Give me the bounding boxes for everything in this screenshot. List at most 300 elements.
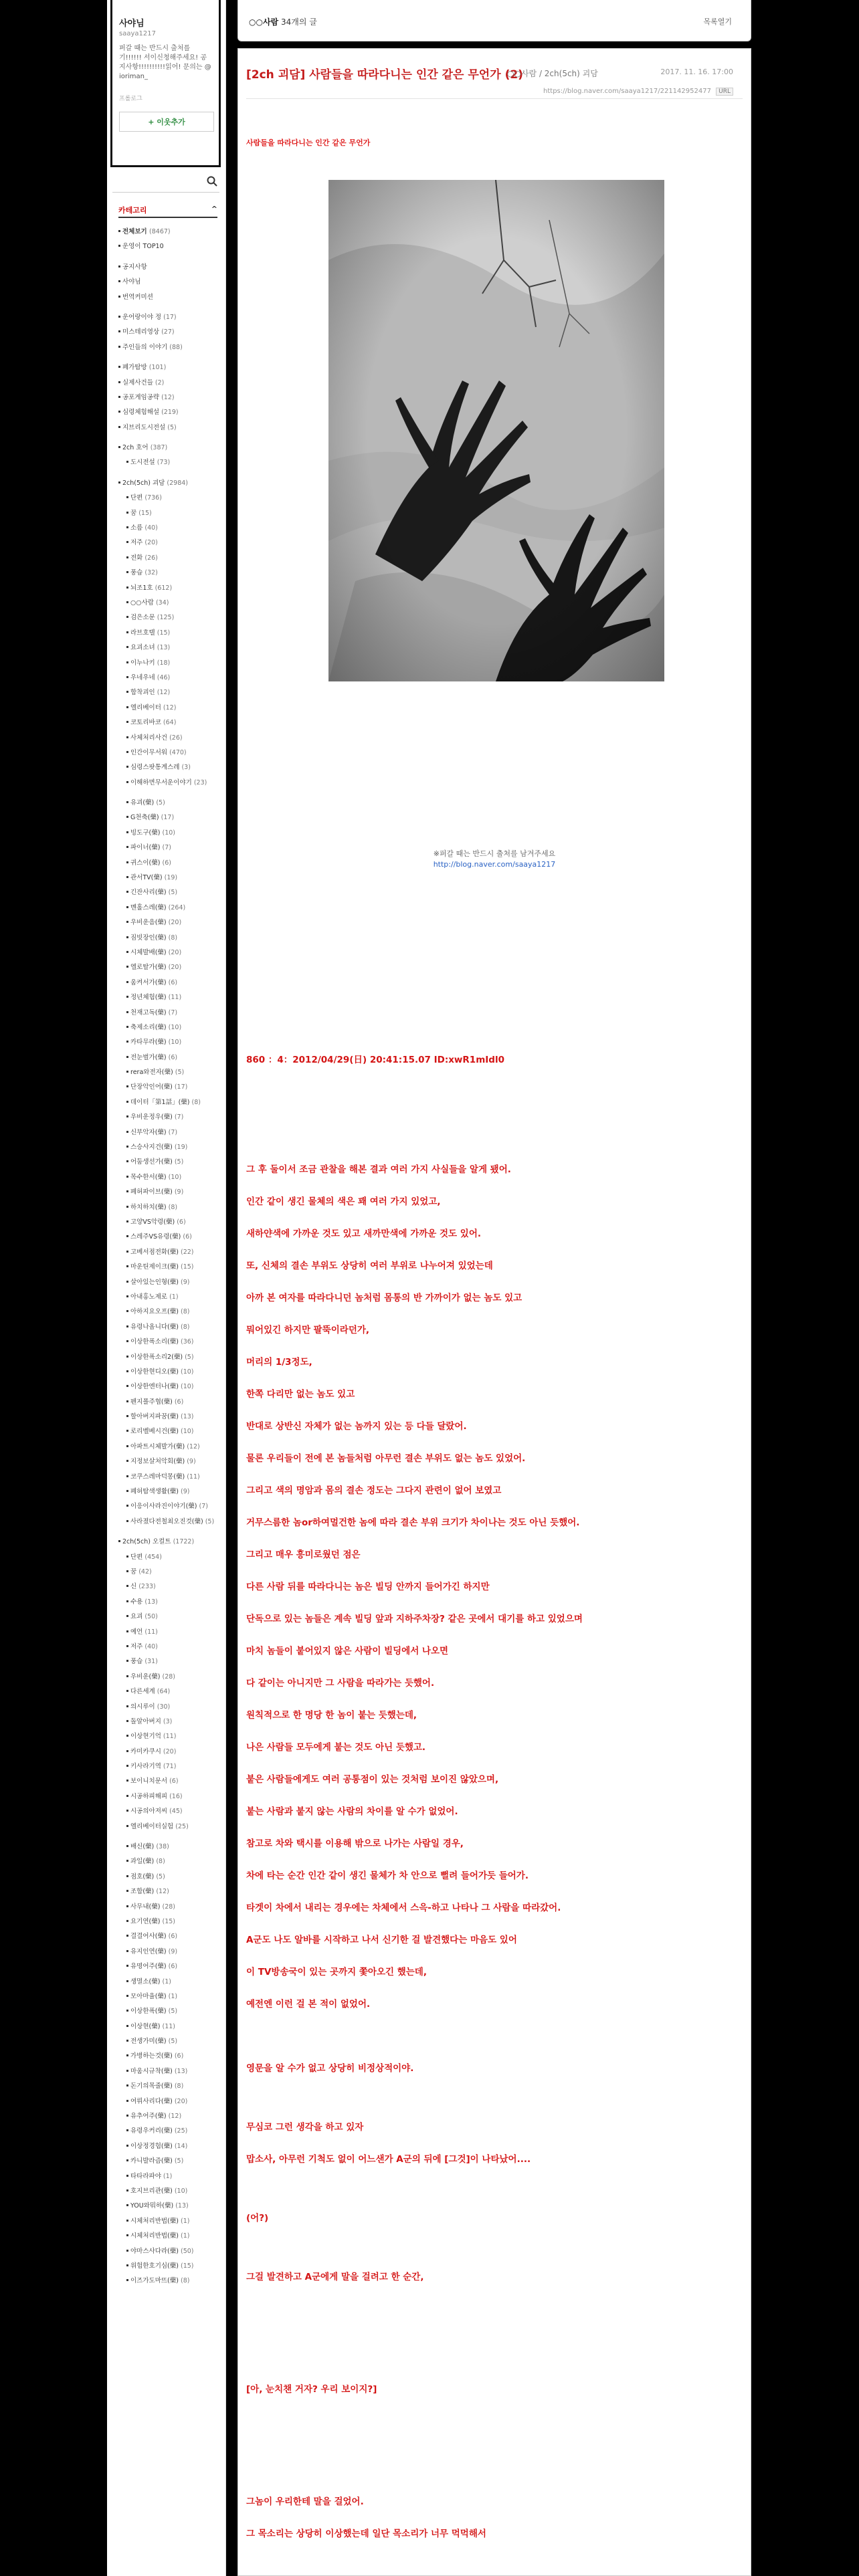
category-item[interactable]: [118, 1565, 219, 1580]
post-paragraph: 차에 타는 순간 인간 같이 생긴 물체가 차 안으로 뻘려 들어가듯 들어가.: [246, 1870, 529, 1881]
category-item[interactable]: [118, 1580, 219, 1594]
category-label: 전생가미(藥): [130, 2038, 167, 2046]
category-item[interactable]: [118, 1170, 219, 1185]
category-label: 멘홀스레(藥): [130, 903, 167, 911]
category-item[interactable]: [118, 1625, 219, 1640]
category-item[interactable]: [118, 990, 219, 1005]
category-item[interactable]: [118, 716, 219, 730]
category-item[interactable]: [118, 2064, 219, 2079]
category-item[interactable]: [118, 2004, 219, 2019]
post-url[interactable]: https://blog.naver.com/saaya1217/221142952477: [543, 88, 711, 95]
category-item[interactable]: [118, 225, 219, 239]
category-item[interactable]: [118, 1215, 219, 1230]
post-paragraph: A군도 나도 알바를 시작하고 나서 신기한 걸 발견했다는 마음도 있어: [246, 1935, 517, 1945]
category-item[interactable]: [118, 1395, 219, 1410]
category-item[interactable]: [118, 1640, 219, 1654]
post-paragraph: 아까 본 여자를 따라다니던 놈처럼 몸통의 반 가까이가 없는 놈도 있고: [246, 1293, 522, 1303]
category-item[interactable]: [118, 566, 219, 580]
category-item[interactable]: [118, 885, 219, 900]
category-label: 배신(藥): [130, 1843, 155, 1851]
category-count: (8): [174, 2082, 184, 2090]
post-paragraph: [아, 눈치챈 거자? 우리 보이지?]: [246, 2384, 377, 2395]
category-count: (1722): [173, 1538, 195, 1546]
post-paragraph: 물론 우리들이 전에 본 놈들처럼 아무런 결손 부위도 없는 놈도 있었어.: [246, 1453, 526, 1464]
category-item[interactable]: [118, 1080, 219, 1095]
category-label: 지정보살처악회(藥): [130, 1458, 185, 1466]
category-item[interactable]: [118, 1870, 219, 1885]
category-item[interactable]: [118, 1320, 219, 1335]
category-label: 우네우네: [130, 673, 155, 681]
category-count: (14): [174, 2142, 188, 2150]
category-count: (64): [157, 1688, 171, 1696]
category-item[interactable]: [118, 1335, 219, 1350]
category-count: (11): [145, 1628, 158, 1636]
category-item[interactable]: [118, 1945, 219, 1959]
post-date: 2017. 11. 16. 17:00: [660, 68, 733, 76]
category-item[interactable]: [118, 310, 219, 325]
category-item[interactable]: [118, 2259, 219, 2274]
category-count: (10): [174, 2187, 188, 2195]
category-count: (25): [175, 1822, 189, 1830]
category-item[interactable]: [118, 2124, 219, 2139]
category-count: (387): [150, 444, 168, 452]
category-item[interactable]: [118, 1455, 219, 1469]
category-label: 타타라파야: [130, 2172, 161, 2180]
category-item[interactable]: [118, 1700, 219, 1715]
category-label: 풍습: [130, 569, 143, 577]
category-item[interactable]: [118, 1959, 219, 1974]
category-item[interactable]: [118, 826, 219, 841]
category-count: (34): [155, 599, 169, 607]
category-label: 조합(藥): [130, 1888, 155, 1896]
category-item[interactable]: [118, 841, 219, 855]
category-item[interactable]: [118, 1595, 219, 1610]
category-count: (1): [169, 1293, 179, 1301]
category-count: (18): [157, 659, 171, 667]
category-label: 공포게임공략: [122, 393, 160, 401]
category-count: (31): [145, 1658, 158, 1666]
category-item[interactable]: [118, 1820, 219, 1834]
category-item[interactable]: [118, 1900, 219, 1915]
category-count: (38): [156, 1843, 169, 1851]
category-item[interactable]: [118, 1424, 219, 1439]
category-item[interactable]: [118, 931, 219, 946]
category-count: (12): [163, 704, 177, 712]
category-count: (233): [138, 1583, 156, 1591]
category-item[interactable]: [118, 656, 219, 671]
category-count: (6): [174, 1398, 184, 1406]
category-item[interactable]: [118, 376, 219, 391]
monster-hands-illustration: [328, 180, 664, 681]
category-count: (6): [168, 978, 178, 986]
category-label: 시체발배(藥): [130, 948, 167, 956]
category-count: (13): [174, 2067, 188, 2075]
category-count: (10): [168, 1173, 182, 1181]
category-item[interactable]: [118, 1804, 219, 1819]
category-item[interactable]: [118, 455, 219, 470]
sidebar-search[interactable]: [112, 173, 219, 193]
category-label: 꿈: [130, 509, 137, 517]
category-item[interactable]: [118, 871, 219, 885]
category-item[interactable]: [118, 811, 219, 825]
category-item[interactable]: [118, 536, 219, 550]
category-item[interactable]: [118, 1745, 219, 1759]
category-label: 수용: [130, 1598, 143, 1606]
category-item[interactable]: [118, 1535, 219, 1549]
category-count: (8): [181, 1323, 190, 1331]
post-paragraph: 타겟이 차에서 내리는 경우에는 차체에서 스윽-하고 나타나 그 사람을 따라갔어.: [246, 1903, 561, 1913]
category-count: (27): [161, 328, 175, 336]
category-item[interactable]: [118, 1774, 219, 1789]
category-label: 인간이무서워: [130, 748, 168, 756]
category-count: (26): [145, 554, 158, 562]
add-neighbor-button[interactable]: + 이웃추가: [119, 112, 214, 132]
category-count: (16): [169, 1792, 183, 1800]
category-item[interactable]: [118, 901, 219, 916]
category-item[interactable]: [118, 746, 219, 760]
category-item[interactable]: [118, 2154, 219, 2169]
category-item[interactable]: [118, 2169, 219, 2184]
category-item[interactable]: [118, 960, 219, 975]
category-label: 폐가탐방: [122, 364, 147, 372]
category-label: 예언: [130, 1628, 143, 1636]
category-item[interactable]: [118, 611, 219, 625]
category-count: (46): [157, 673, 171, 681]
category-item[interactable]: [118, 1051, 219, 1065]
category-count: (12): [157, 689, 171, 697]
category-label: 우비운음(藥): [130, 919, 167, 927]
category-item[interactable]: [118, 1610, 219, 1624]
post-category[interactable]: ○○사람 / 2ch(5ch) 괴담: [507, 69, 598, 78]
category-item[interactable]: [118, 1929, 219, 1944]
category-count: (23): [193, 778, 207, 786]
category-label: 지브리도시전설: [122, 423, 166, 431]
category-item[interactable]: [118, 1915, 219, 1929]
category-item[interactable]: [118, 405, 219, 420]
post-paragraph: 이 TV방송국이 있는 곳까지 쫓아오긴 했는데,: [246, 1967, 427, 1977]
category-item[interactable]: [118, 1260, 219, 1275]
post: [237, 48, 751, 2576]
category-item[interactable]: [118, 671, 219, 685]
category-item[interactable]: [118, 1185, 219, 1200]
category-label: 단장악인어(藥): [130, 1083, 173, 1091]
category-item[interactable]: [118, 701, 219, 716]
post-image-monster-hands[interactable]: [328, 180, 664, 681]
category-count: (11): [163, 1733, 177, 1741]
category-item[interactable]: [118, 1759, 219, 1774]
category-item[interactable]: [118, 626, 219, 641]
category-count: (13): [157, 644, 171, 652]
category-count: (73): [157, 459, 171, 467]
category-label: 시공의아저씨: [130, 1808, 168, 1816]
category-item[interactable]: [118, 1885, 219, 1899]
category-count: (5): [205, 1517, 215, 1525]
category-label: 심령체험해설: [122, 409, 160, 417]
category-item[interactable]: [118, 1245, 219, 1260]
category-label: 사무내(藥): [130, 1903, 161, 1911]
category-label: 이상한폭소리2(藥): [130, 1353, 183, 1361]
category-label: 운어랑이야 정: [122, 313, 162, 321]
category-count: (5): [168, 2038, 178, 2046]
category-item[interactable]: [118, 1470, 219, 1485]
category-item[interactable]: [118, 856, 219, 871]
category-item[interactable]: [118, 1230, 219, 1245]
category-count: (10): [162, 829, 175, 837]
category-item[interactable]: [118, 776, 219, 790]
category-label: YOU와뭐하(藥): [130, 2202, 174, 2210]
category-count: (11): [168, 994, 182, 1002]
post-paragraph: 원칙적으로 한 명당 한 놈이 붙는 듯했는데,: [246, 1710, 417, 1721]
category-count: (17): [161, 814, 175, 822]
category-label: 이응이사라진이야기(藥): [130, 1503, 197, 1511]
category-count: (6): [174, 2052, 184, 2060]
category-item[interactable]: [118, 1305, 219, 1319]
category-item[interactable]: [118, 1365, 219, 1380]
category-item[interactable]: [118, 260, 219, 275]
category-item[interactable]: [118, 2034, 219, 2049]
category-item[interactable]: [118, 275, 219, 290]
category-label: 이해하면무서운이야기: [130, 778, 192, 786]
category-label: 시공하피해피: [130, 1792, 168, 1800]
category-count: (12): [187, 1442, 200, 1451]
category-item[interactable]: [118, 1515, 219, 1529]
category-label: ○○사람: [130, 599, 154, 607]
category-item[interactable]: [118, 976, 219, 990]
category-item[interactable]: [118, 1990, 219, 2004]
post-paragraph: 무심코 그런 생각을 하고 있자: [246, 2122, 364, 2133]
category-label: 고베서점전화(藥): [130, 1248, 179, 1256]
category-item[interactable]: [118, 2274, 219, 2288]
category-item[interactable]: [118, 1550, 219, 1565]
category-item[interactable]: [118, 1975, 219, 1990]
category-item[interactable]: [118, 441, 219, 455]
category-label: 코쿠스레마덕몽(藥): [130, 1473, 185, 1481]
category-label: 전화: [130, 554, 143, 562]
category-count: (7): [168, 1008, 178, 1016]
category-item[interactable]: [118, 1200, 219, 1215]
category-label: 우비운정우(藥): [130, 1113, 173, 1121]
category-count: (612): [155, 584, 173, 592]
category-item[interactable]: [118, 491, 219, 506]
category-label: 전눈벌가(藥): [130, 1053, 167, 1061]
category-item[interactable]: [118, 1499, 219, 1514]
category-label: rera와전자(藥): [130, 1069, 173, 1077]
category-count: (9): [187, 1458, 196, 1466]
category-count: (12): [156, 1888, 169, 1896]
category-item[interactable]: [118, 2079, 219, 2094]
category-item[interactable]: [118, 2184, 219, 2199]
category-item[interactable]: [118, 1380, 219, 1394]
category-count: (26): [169, 734, 183, 742]
category-label: 사체처리사건: [130, 734, 168, 742]
category-label: 유령우커리(藥): [130, 2127, 173, 2135]
post-title[interactable]: [2ch 괴담] 사람들을 따라다니는 인간 같은 무언가 (2): [246, 68, 523, 82]
category-item[interactable]: [118, 1485, 219, 1499]
category-label: 이상현(藥): [130, 2022, 161, 2030]
category-label: 유령나옵니다(藥): [130, 1323, 179, 1331]
url-copy-button[interactable]: URL: [716, 88, 733, 96]
category-label: 움켜서가(藥): [130, 978, 167, 986]
category-item[interactable]: [118, 239, 219, 254]
category-item[interactable]: [118, 1715, 219, 1729]
category-item[interactable]: [118, 1790, 219, 1804]
profile-name[interactable]: 사야님: [119, 19, 145, 29]
category-label: 신: [130, 1583, 137, 1591]
category-count: (1): [181, 2232, 190, 2240]
category-item[interactable]: [118, 641, 219, 655]
post-paragraph: 예전엔 이런 걸 본 적이 없었어.: [246, 1999, 371, 2010]
category-label: 살아있는인형(藥): [130, 1278, 179, 1286]
category-count: (5): [185, 1353, 194, 1361]
category-label: 정년체험(藥): [130, 994, 167, 1002]
category-item[interactable]: [118, 2214, 219, 2229]
category-count: (15): [181, 2262, 194, 2270]
category-count: (6): [177, 1218, 186, 1226]
category-item[interactable]: [118, 1440, 219, 1455]
post-paragraph: 마치 놈들이 붙어있지 않은 사람이 빌딩에서 나오면: [246, 1646, 449, 1656]
category-label: 파이너(藥): [130, 844, 161, 852]
category-item[interactable]: [118, 1275, 219, 1290]
category-count: (13): [181, 1413, 194, 1421]
category-item[interactable]: [118, 1035, 219, 1050]
category-label: 2ch(5ch) 괴담: [122, 479, 165, 487]
category-item[interactable]: [118, 551, 219, 566]
category-label: 합착괴인: [130, 689, 155, 697]
category-item[interactable]: [118, 325, 219, 340]
category-label: 위험한호기심(藥): [130, 2262, 179, 2270]
category-item[interactable]: [118, 2139, 219, 2154]
category-item[interactable]: [118, 340, 219, 355]
title-divider: [246, 98, 743, 99]
category-item[interactable]: [118, 1670, 219, 1685]
category-label: 시체처리반법(藥): [130, 2232, 179, 2240]
category-count: (7): [168, 1128, 178, 1136]
category-count: (125): [157, 614, 175, 622]
category-label: 짐빗장인(藥): [130, 934, 167, 942]
category-item[interactable]: [118, 1140, 219, 1155]
category-item[interactable]: [118, 1095, 219, 1110]
post-subheading: 사람들을 따라다니는 인간 같은 무언가: [246, 138, 371, 147]
category-label: 할아버지파꿈(藥): [130, 1413, 179, 1421]
category-item[interactable]: [118, 1410, 219, 1424]
post-paragraph: 참고로 차와 택시를 이용해 밖으로 나가는 사람일 경우,: [246, 1838, 464, 1849]
search-icon[interactable]: [206, 175, 218, 187]
category-label: 이즈가도마뜨(藥): [130, 2277, 179, 2285]
category-item[interactable]: [118, 685, 219, 700]
category-label: 요괴소녀: [130, 644, 155, 652]
post-count-text: 34개의 글: [280, 17, 317, 27]
category-label: 2ch(5ch) 오컬트: [122, 1538, 171, 1546]
category-count: (6): [168, 1963, 178, 1971]
category-item[interactable]: [118, 1840, 219, 1854]
chevron-up-icon[interactable]: ^: [211, 205, 217, 213]
category-item[interactable]: [118, 1125, 219, 1140]
category-label: 뇌조1호: [130, 584, 153, 592]
category-label: 이상한엔터나(藥): [130, 1383, 179, 1391]
post-paragraph: 그리고 매우 흥미로웠던 점은: [246, 1549, 361, 1560]
category-count: (9): [181, 1278, 190, 1286]
category-item[interactable]: [118, 1065, 219, 1080]
category-count: (15): [162, 1917, 175, 1925]
profile-id: saaya1217: [119, 30, 156, 37]
category-label: 아파트시체발가(藥): [130, 1442, 185, 1451]
category-item[interactable]: [118, 2229, 219, 2244]
category-label: 도시전설: [130, 459, 155, 467]
category-count: (40): [145, 1642, 158, 1650]
category-item[interactable]: [118, 1290, 219, 1305]
category-item[interactable]: [118, 581, 219, 596]
category-item[interactable]: [118, 1350, 219, 1365]
category-label: 단편: [130, 494, 143, 502]
category-item[interactable]: [118, 1854, 219, 1869]
category-count: (20): [168, 948, 182, 956]
category-label: 검은소문: [130, 614, 155, 622]
category-count: (19): [174, 1144, 188, 1152]
post-paragraph: 붙은 사람들에게도 여러 공통점이 있는 것처럼 보이진 않았으며,: [246, 1774, 499, 1785]
category-label: 점호(藥): [130, 1872, 155, 1881]
post-paragraph: 그놈이 우리한테 말을 걸었어.: [246, 2496, 364, 2507]
category-item[interactable]: [118, 290, 219, 305]
category-item[interactable]: [118, 760, 219, 775]
category-item[interactable]: [118, 1654, 219, 1669]
category-item[interactable]: [118, 596, 219, 611]
open-list-button[interactable]: 목록열기: [703, 17, 732, 26]
category-header: [118, 205, 217, 218]
category-label: 카니발라즘(藥): [130, 2157, 173, 2165]
category-item[interactable]: [118, 391, 219, 405]
category-item[interactable]: [118, 2049, 219, 2064]
category-count: (36): [181, 1338, 194, 1346]
category-label: 호지브리관(藥): [130, 2187, 173, 2195]
caption-link[interactable]: http://blog.naver.com/saaya1217: [433, 860, 556, 869]
category-item[interactable]: [118, 1155, 219, 1170]
category-item[interactable]: [118, 796, 219, 811]
category-label: 유괴(藥): [130, 799, 155, 807]
category-item[interactable]: [118, 360, 219, 375]
category-item[interactable]: [118, 2199, 219, 2214]
category-item[interactable]: [118, 2109, 219, 2124]
category-label: 폐허파이브(藥): [130, 1188, 173, 1196]
category-item[interactable]: [118, 476, 219, 491]
category-item[interactable]: [118, 1685, 219, 1699]
category-item[interactable]: [118, 2020, 219, 2034]
category-label: 폐허탐색생활(藥): [130, 1488, 179, 1496]
category-item[interactable]: [118, 1006, 219, 1021]
category-item[interactable]: [118, 946, 219, 960]
category-item[interactable]: [118, 506, 219, 521]
category-count: (3): [163, 1717, 173, 1725]
category-item[interactable]: [118, 1729, 219, 1744]
category-label: 야마스사다라(藥): [130, 2247, 179, 2255]
category-item[interactable]: [118, 1021, 219, 1035]
category-item[interactable]: [118, 2095, 219, 2109]
post-paragraph: 거무스름한 놈or하여멀건한 놈에 따라 결손 부위 크기가 차이나는 것도 아닌 듯했어.: [246, 1517, 580, 1528]
category-item[interactable]: [118, 1110, 219, 1125]
category-count: (6): [169, 1778, 179, 1786]
category-count: (2): [155, 379, 165, 387]
category-item[interactable]: [118, 731, 219, 746]
post-paragraph: 한쪽 다리만 없는 놈도 있고: [246, 1389, 355, 1400]
category-item[interactable]: [118, 421, 219, 435]
category-item[interactable]: [118, 521, 219, 536]
category-count: (20): [174, 2097, 188, 2105]
category-label: 신부악자(藥): [130, 1128, 167, 1136]
category-count: (13): [145, 1598, 158, 1606]
post-paragraph: 다른 사람 뒤를 따라다니는 놈은 빌딩 안까지 들어가긴 하지만: [246, 1582, 490, 1592]
prologue-link[interactable]: 프롤로그: [119, 96, 142, 102]
category-item[interactable]: [118, 916, 219, 930]
category-item[interactable]: [118, 2244, 219, 2259]
